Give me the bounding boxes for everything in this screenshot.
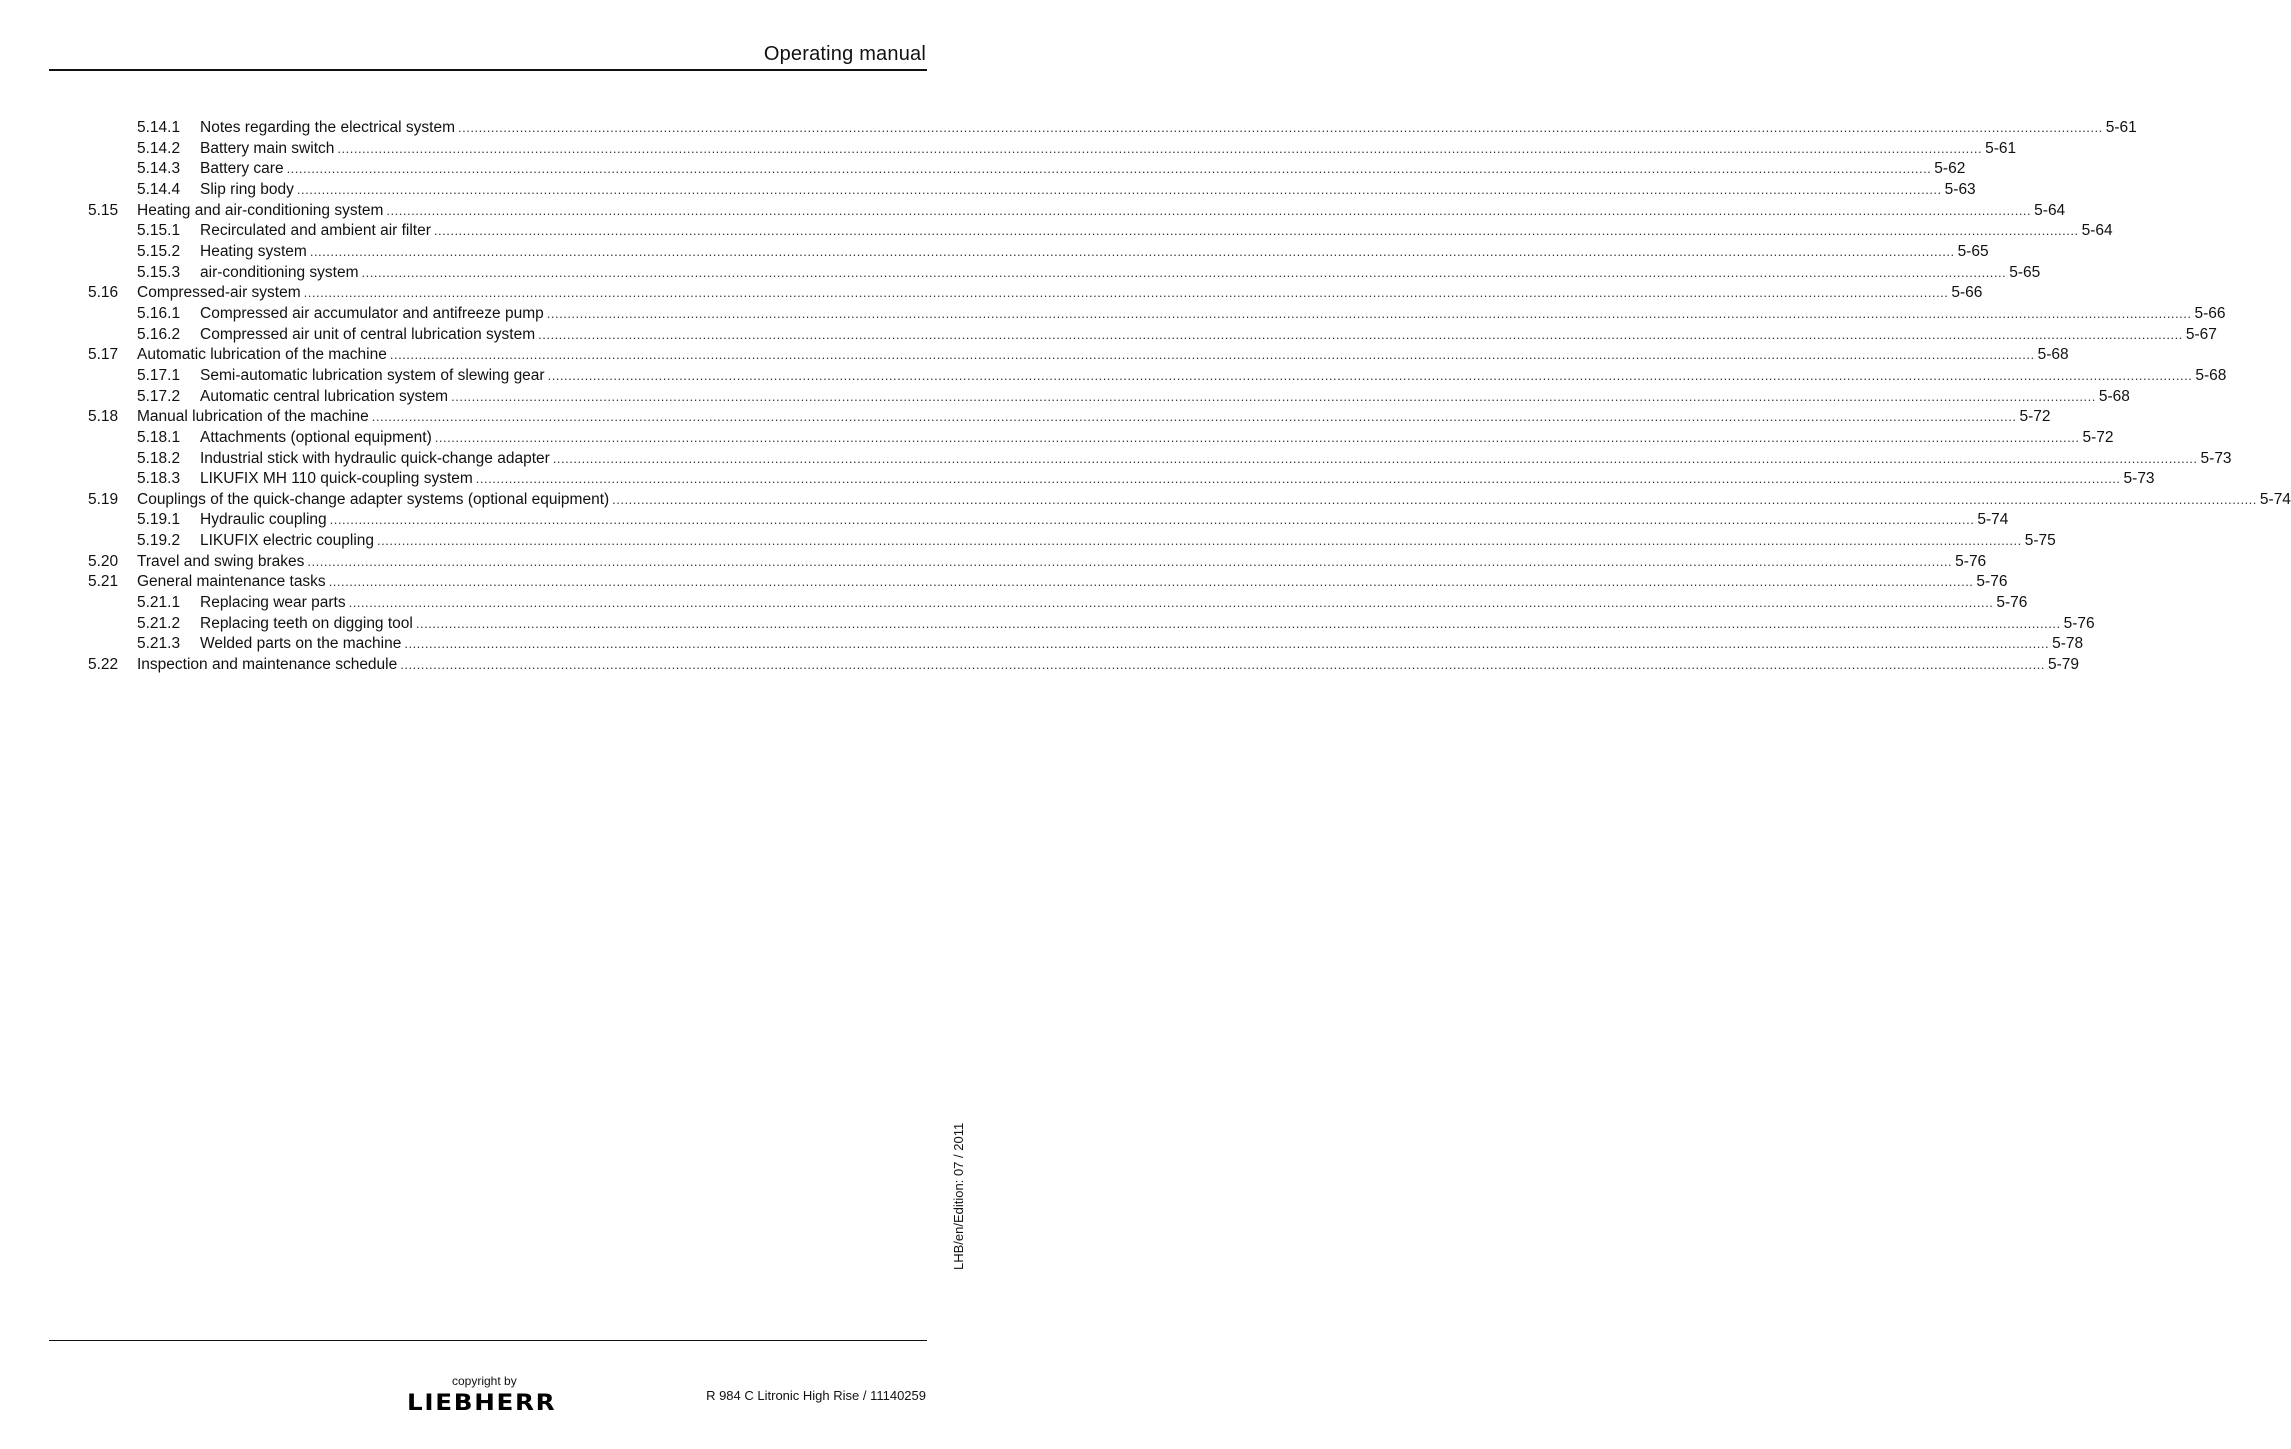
toc-entry[interactable]	[0, 407, 2051, 428]
toc-entry[interactable]	[0, 118, 2137, 139]
toc-entry-number: 5.22	[88, 656, 119, 674]
toc-entry-title: Industrial stick with hydraulic quick-change adapter	[200, 449, 550, 467]
toc-dot-leader: ................................................................................................................................................................................................................................................................................................................................................................................................................	[337, 140, 1983, 156]
toc-entry-page: 5-62	[1934, 160, 1966, 178]
toc-entry[interactable]	[0, 387, 2130, 408]
page-header-title: Operating manual	[763, 43, 926, 65]
toc-entry[interactable]	[0, 242, 1989, 263]
toc-entry[interactable]	[0, 449, 2232, 470]
toc-entry-line	[137, 572, 2008, 592]
toc-entry-page: 5-76	[1976, 573, 2008, 591]
toc-dot-leader: ................................................................................................................................................................................................................................................................................................................................................................................................................	[400, 657, 2045, 673]
toc-entry-title: Compressed air unit of central lubrication system	[200, 325, 536, 343]
toc-entry[interactable]	[0, 593, 2028, 614]
toc-entry-number: 5.19.2	[137, 532, 181, 550]
toc-entry[interactable]	[0, 572, 2008, 593]
toc-entry-title: Semi-automatic lubrication system of slewing gear	[200, 366, 545, 384]
toc-entry-page: 5-61	[1985, 139, 2017, 157]
toc-entry-title: Attachments (optional equipment)	[200, 428, 432, 446]
toc-entry-number: 5.21	[88, 573, 119, 591]
toc-entry-line	[200, 180, 1976, 200]
toc-entry-line	[200, 159, 1966, 179]
toc-entry-title: Automatic central lubrication system	[200, 387, 449, 405]
toc-entry-page: 5-64	[2034, 201, 2066, 219]
toc-entry-page: 5-73	[2200, 449, 2232, 467]
toc-dot-leader: ................................................................................................................................................................................................................................................................................................................................................................................................................	[538, 326, 2183, 342]
toc-entry-page: 5-78	[2052, 635, 2084, 653]
toc-entry-page: 5-64	[2081, 222, 2113, 240]
toc-entry-line	[200, 366, 2227, 386]
toc-entry-title: Heating system	[200, 242, 307, 260]
toc-entry-title: Manual lubrication of the machine	[137, 408, 369, 426]
toc-entry-number: 5.14.3	[137, 160, 181, 178]
toc-dot-leader: ................................................................................................................................................................................................................................................................................................................................................................................................................	[377, 533, 2022, 549]
toc-entry-page: 5-68	[2098, 387, 2130, 405]
toc-entry-line	[137, 201, 2066, 221]
toc-entry-line	[137, 283, 1983, 303]
table-of-contents	[0, 118, 2291, 676]
toc-entry[interactable]	[0, 325, 2217, 346]
toc-dot-leader: ................................................................................................................................................................................................................................................................................................................................................................................................................	[371, 409, 2017, 425]
toc-dot-leader: ................................................................................................................................................................................................................................................................................................................................................................................................................	[433, 223, 2079, 239]
toc-entry-page: 5-76	[2063, 614, 2095, 632]
toc-entry[interactable]	[0, 159, 1966, 180]
toc-entry-number: 5.18.1	[137, 428, 181, 446]
toc-entry-line	[200, 469, 2155, 489]
toc-dot-leader: ................................................................................................................................................................................................................................................................................................................................................................................................................	[546, 305, 2192, 321]
toc-entry-line	[200, 139, 2017, 159]
toc-dot-leader: ................................................................................................................................................................................................................................................................................................................................................................................................................	[329, 512, 1975, 528]
toc-entry-number: 5.15	[88, 201, 119, 219]
toc-entry-number: 5.16	[88, 284, 119, 302]
toc-entry-page: 5-67	[2185, 325, 2217, 343]
toc-dot-leader: ................................................................................................................................................................................................................................................................................................................................................................................................................	[389, 347, 2035, 363]
document-reference: R 984 C Litronic High Rise / 11140259	[706, 1388, 926, 1403]
edition-label: LHB/en/Edition: 07 / 2011	[951, 1122, 966, 1270]
toc-entry[interactable]	[0, 552, 1987, 573]
toc-entry-line	[200, 593, 2028, 613]
toc-entry-title: Automatic lubrication of the machine	[137, 346, 387, 364]
toc-entry-line	[200, 428, 2114, 448]
toc-dot-leader: ................................................................................................................................................................................................................................................................................................................................................................................................................	[434, 429, 2080, 445]
toc-entry-page: 5-65	[2009, 263, 2041, 281]
toc-entry-title: Travel and swing brakes	[137, 552, 305, 570]
toc-entry-page: 5-74	[1977, 511, 2009, 529]
toc-entry-number: 5.16.2	[137, 325, 181, 343]
toc-entry-number: 5.20	[88, 552, 119, 570]
toc-entry-page: 5-72	[2082, 428, 2114, 446]
toc-entry-title: Welded parts on the machine	[200, 635, 402, 653]
toc-entry-line	[200, 242, 1989, 262]
toc-entry-number: 5.16.1	[137, 304, 181, 322]
toc-dot-leader: ................................................................................................................................................................................................................................................................................................................................................................................................................	[361, 264, 2007, 280]
toc-entry-line	[200, 263, 2041, 283]
toc-entry-number: 5.21.2	[137, 614, 181, 632]
toc-entry-title: Recirculated and ambient air filter	[200, 222, 431, 240]
toc-entry-number: 5.15.1	[137, 222, 181, 240]
toc-dot-leader: ................................................................................................................................................................................................................................................................................................................................................................................................................	[286, 161, 1932, 177]
toc-entry-title: Notes regarding the electrical system	[200, 119, 456, 136]
toc-entry[interactable]	[0, 304, 2226, 325]
toc-entry-line	[137, 490, 2291, 510]
toc-entry-page: 5-63	[1944, 180, 1976, 198]
toc-entry-line	[200, 531, 2056, 551]
toc-entry-line	[200, 614, 2095, 634]
toc-entry-line	[200, 221, 2113, 241]
toc-entry[interactable]	[0, 531, 2056, 552]
toc-entry-title: LIKUFIX MH 110 quick-coupling system	[200, 470, 473, 488]
toc-entry-line	[200, 510, 2009, 530]
toc-entry[interactable]	[0, 283, 1983, 304]
toc-entry-title: air-conditioning system	[200, 263, 359, 281]
toc-dot-leader: ................................................................................................................................................................................................................................................................................................................................................................................................................	[386, 202, 2032, 218]
toc-entry-page: 5-65	[1957, 242, 1989, 260]
footer-rule	[49, 1340, 927, 1341]
toc-dot-leader: ................................................................................................................................................................................................................................................................................................................................................................................................................	[303, 285, 1949, 301]
toc-entry-title: Hydraulic coupling	[200, 511, 327, 529]
toc-dot-leader: ................................................................................................................................................................................................................................................................................................................................................................................................................	[475, 471, 2121, 487]
toc-entry-title: Replacing teeth on digging tool	[200, 614, 413, 632]
toc-entry-number: 5.18.2	[137, 449, 181, 467]
toc-entry[interactable]	[0, 634, 2084, 655]
toc-entry[interactable]	[0, 221, 2113, 242]
toc-dot-leader: ................................................................................................................................................................................................................................................................................................................................................................................................................	[348, 595, 1994, 611]
toc-entry-page: 5-61	[2105, 119, 2137, 136]
toc-dot-leader: ................................................................................................................................................................................................................................................................................................................................................................................................................	[296, 181, 1942, 197]
toc-entry-number: 5.19.1	[137, 511, 181, 529]
toc-entry-number: 5.15.3	[137, 263, 181, 281]
toc-entry-title: Replacing wear parts	[200, 594, 346, 612]
toc-entry-line	[137, 655, 2080, 675]
toc-entry[interactable]	[0, 366, 2227, 387]
toc-entry-line	[200, 387, 2130, 407]
toc-entry-line	[137, 345, 2069, 365]
toc-entry-title: Couplings of the quick-change adapter systems (optional equipment)	[137, 490, 610, 508]
toc-dot-leader: ................................................................................................................................................................................................................................................................................................................................................................................................................	[458, 120, 2103, 135]
toc-entry-number: 5.17.1	[137, 366, 181, 384]
toc-entry-number: 5.18.3	[137, 470, 181, 488]
toc-entry[interactable]	[0, 180, 1976, 201]
toc-entry[interactable]	[0, 469, 2155, 490]
toc-entry-page: 5-74	[2259, 490, 2291, 508]
toc-dot-leader: ................................................................................................................................................................................................................................................................................................................................................................................................................	[552, 450, 2198, 466]
toc-entry[interactable]	[0, 201, 2066, 222]
toc-entry-title: Slip ring body	[200, 180, 294, 198]
toc-entry-number: 5.21.3	[137, 635, 181, 653]
toc-dot-leader: ................................................................................................................................................................................................................................................................................................................................................................................................................	[415, 615, 2061, 631]
toc-entry[interactable]	[0, 614, 2095, 635]
toc-entry-page: 5-72	[2019, 408, 2051, 426]
toc-entry-number: 5.17	[88, 346, 119, 364]
toc-entry[interactable]	[0, 345, 2069, 366]
toc-entry-page: 5-79	[2047, 656, 2080, 674]
toc-entry-number: 5.14.2	[137, 139, 181, 157]
toc-entry-page: 5-66	[2194, 304, 2226, 322]
toc-entry[interactable]	[0, 139, 2017, 160]
toc-entry-title: Inspection and maintenance schedule	[137, 656, 398, 674]
toc-entry-line	[137, 407, 2051, 427]
toc-dot-leader: ................................................................................................................................................................................................................................................................................................................................................................................................................	[547, 367, 2193, 383]
toc-entry-page: 5-73	[2123, 470, 2155, 488]
toc-entry[interactable]	[0, 428, 2114, 449]
toc-entry-line	[137, 552, 1987, 572]
toc-entry-line	[200, 449, 2232, 469]
toc-entry-page: 5-75	[2024, 532, 2056, 550]
toc-entry[interactable]	[0, 655, 2080, 676]
toc-entry-page: 5-76	[1955, 552, 1987, 570]
toc-entry-title: Compressed-air system	[137, 284, 301, 302]
toc-entry-line	[200, 118, 2137, 138]
toc-entry-number: 5.18	[88, 408, 119, 426]
toc-entry-title: General maintenance tasks	[137, 573, 326, 591]
toc-dot-leader: ................................................................................................................................................................................................................................................................................................................................................................................................................	[309, 243, 1955, 259]
toc-entry-line	[200, 304, 2226, 324]
toc-dot-leader: ................................................................................................................................................................................................................................................................................................................................................................................................................	[404, 636, 2050, 652]
toc-entry-number: 5.14.1	[137, 119, 181, 136]
toc-entry-number: 5.19	[88, 490, 119, 508]
toc-entry[interactable]	[0, 510, 2009, 531]
toc-entry-line	[200, 634, 2084, 654]
toc-entry-number: 5.15.2	[137, 242, 181, 260]
toc-entry-number: 5.21.1	[137, 594, 181, 612]
toc-entry-page: 5-68	[2195, 366, 2227, 384]
toc-entry[interactable]	[0, 263, 2041, 284]
toc-dot-leader: ................................................................................................................................................................................................................................................................................................................................................................................................................	[328, 574, 1974, 590]
toc-entry-line	[200, 325, 2217, 345]
toc-dot-leader: ................................................................................................................................................................................................................................................................................................................................................................................................................	[307, 553, 1953, 569]
toc-entry-page: 5-66	[1951, 284, 1983, 302]
toc-entry-title: Battery main switch	[200, 139, 335, 157]
toc-entry-page: 5-68	[2037, 346, 2069, 364]
toc-dot-leader: ................................................................................................................................................................................................................................................................................................................................................................................................................	[612, 491, 2257, 507]
liebherr-logo: LIEBHERR	[407, 1391, 557, 1416]
toc-entry-title: Heating and air-conditioning system	[137, 201, 384, 219]
toc-entry-title: Compressed air accumulator and antifreeze pump	[200, 304, 544, 322]
toc-entry-number: 5.14.4	[137, 180, 181, 198]
toc-entry-title: Battery care	[200, 160, 284, 178]
toc-entry-page: 5-76	[1996, 594, 2028, 612]
toc-entry[interactable]	[0, 490, 2291, 511]
header-rule	[49, 69, 927, 71]
copyright-label: copyright by	[452, 1374, 517, 1388]
toc-dot-leader: ................................................................................................................................................................................................................................................................................................................................................................................................................	[451, 388, 2096, 404]
toc-entry-number: 5.17.2	[137, 387, 181, 405]
toc-entry-title: LIKUFIX electric coupling	[200, 532, 375, 550]
